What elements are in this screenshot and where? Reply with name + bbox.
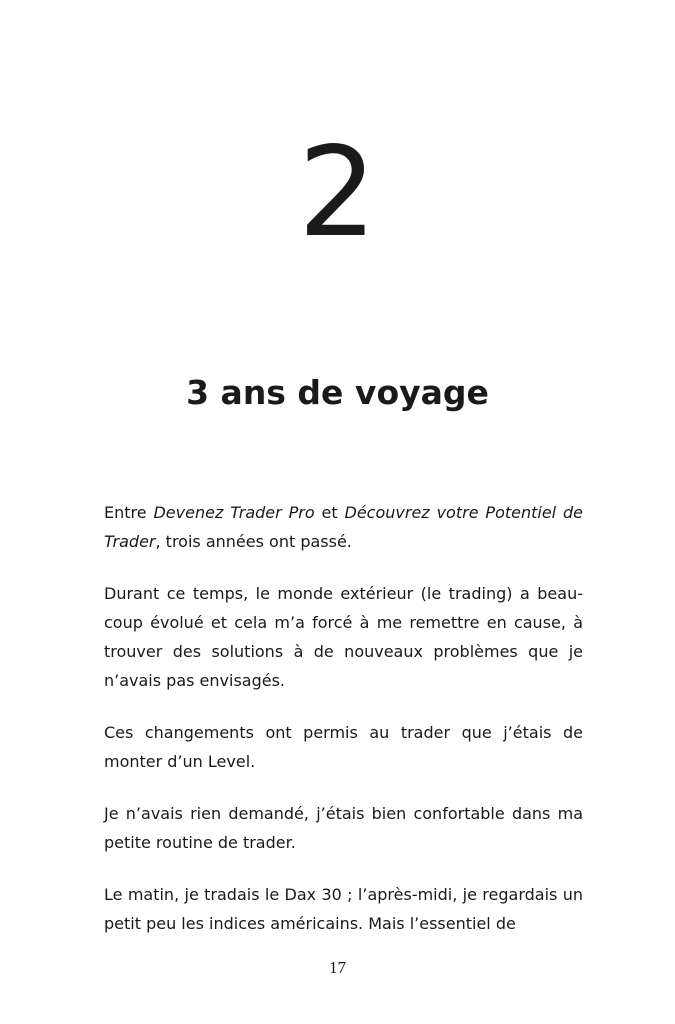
paragraph-1-part-a: Entre — [104, 503, 154, 522]
paragraph-5: Le matin, je tradais le Dax 30 ; l’après-midi, je regardais un petit peu les indices américains. Mais l’essentiel de — [104, 885, 583, 933]
paragraph-3: Ces changements ont permis au trader que j’étais de monter d’un Level. — [104, 723, 583, 771]
paragraph-2: Durant ce temps, le monde extérieur (le trading) a beaucoup évolué et cela m’a forcé à me remettre en cause, à trouver des solutions à de nouveaux problèmes que je n’avais pas envisagés. — [104, 584, 583, 690]
paragraph-4: Je n’avais rien demandé, j’étais bien confortable dans ma petite routine de trader. — [104, 804, 583, 852]
book-title-1: Devenez Trader Pro — [153, 503, 315, 522]
paragraph-1-part-e: , trois années ont passé. — [155, 532, 352, 551]
page-number: 17 — [329, 958, 346, 977]
chapter-title: 3 ans de voyage — [186, 373, 489, 412]
book-title-2: Découvrez votre Potentiel de Trader — [104, 503, 583, 551]
paragraph-1-part-c: et — [314, 503, 345, 522]
body-text — [104, 498, 583, 961]
paragraph-1 — [104, 498, 583, 556]
chapter-number: 2 — [298, 121, 377, 265]
